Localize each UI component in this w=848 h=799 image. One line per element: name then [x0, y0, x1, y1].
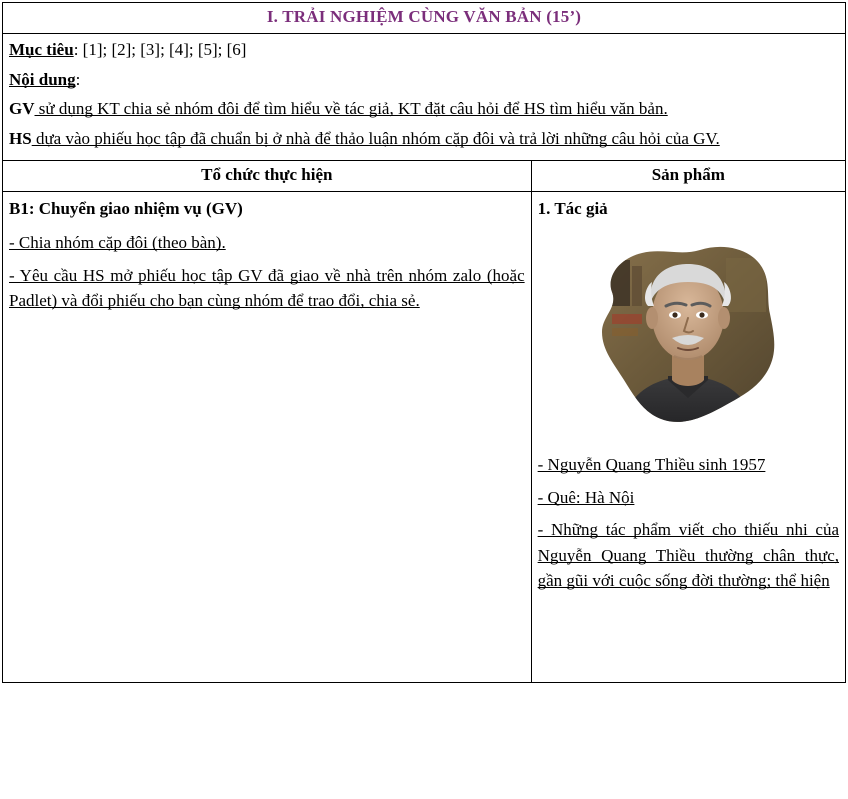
left-item-1: - Yêu cầu HS mở phiếu học tập GV đã giao về nhà trên nhóm zalo (hoặc Padlet) và đổi phiếu cho bạn cùng nhóm để trao đổi, chia sẻ. [9, 265, 525, 311]
lesson-plan-table [2, 2, 846, 683]
hs-label: HS [9, 128, 32, 148]
content-row [3, 191, 846, 682]
muc-tieu-value: : [1]; [2]; [3]; [4]; [5]; [6] [73, 40, 247, 59]
left-heading: B1: Chuyển giao nhiệm vụ (GV) [9, 198, 243, 218]
right-heading: 1. Tác giả [537, 198, 608, 218]
muc-tieu-label: Mục tiêu [9, 40, 74, 59]
noi-dung-label: Nội dung [9, 69, 76, 89]
noi-dung-line [9, 68, 839, 93]
header-to-chuc-thuc-hien: Tổ chức thực hiện [3, 160, 532, 191]
column-header-row [3, 160, 846, 191]
portrait-photo-frame [576, 230, 800, 442]
intro-row [3, 34, 846, 161]
left-item-0: - Chia nhóm cặp đôi (theo bàn). [9, 233, 226, 253]
page-title: I. TRẢI NGHIỆM CÙNG VĂN BẢN (15’) [266, 7, 582, 26]
right-item-2: - Những tác phẩm viết cho thiếu nhi của Nguyễn Quang Thiều thường chân thực, gần gũi với cuộc sống đời thường; thể hiện [537, 520, 839, 591]
title-row [3, 3, 846, 34]
right-column-cell [531, 191, 845, 682]
left-column-cell [3, 191, 532, 682]
hs-text: dựa vào phiếu học tập đã chuẩn bị ở nhà để thảo luận nhóm cặp đôi và trả lời những câu hỏi của GV. [31, 128, 720, 148]
gv-label: GV [9, 99, 35, 119]
gv-line [9, 97, 839, 122]
muc-tieu-line [9, 38, 839, 63]
intro-cell [3, 34, 846, 161]
portrait-photo [538, 230, 839, 442]
portrait-photo-image [576, 230, 800, 442]
header-san-pham: Sản phẩm [531, 160, 845, 191]
right-item-1: - Quê: Hà Nội [537, 487, 635, 507]
hs-line [9, 127, 839, 152]
document-page [0, 2, 848, 799]
noi-dung-value: : [75, 69, 81, 89]
gv-text: sử dụng KT chia sẻ nhóm đôi để tìm hiểu về tác giả, KT đặt câu hỏi để HS tìm hiểu văn bản. [34, 99, 668, 119]
title-cell [3, 3, 846, 34]
right-item-0: - Nguyễn Quang Thiều sinh 1957 [537, 455, 766, 475]
